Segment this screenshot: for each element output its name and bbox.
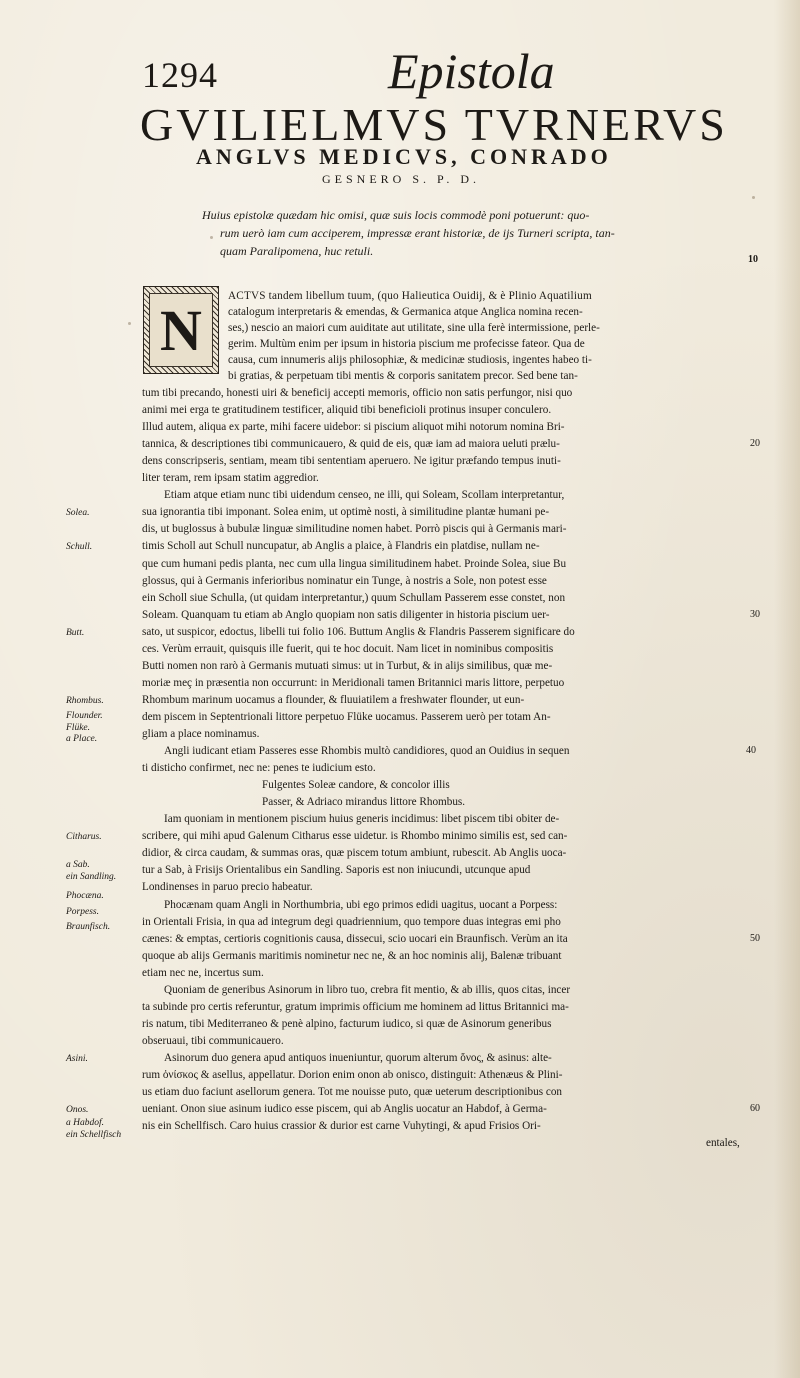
- body-line: obseruaui, tibi communicauero.: [142, 1034, 284, 1047]
- letter-title-line: ANGLVS MEDICVS, CONRADO: [196, 144, 612, 169]
- margin-note: ein Sandling.: [66, 872, 117, 883]
- body-line: didior, & circa caudam, & summas oras, quæ piscem totum ambiunt, rubescit. Ab Anglis uoca-: [142, 847, 567, 860]
- body-line: nis ein Schellfisch. Caro huius crassior & durior est carne Vuhytingi, & apud Frisios Ori-: [142, 1120, 541, 1133]
- body-line: Passer, & Adriaco mirandus littore Rhombus.: [262, 796, 466, 809]
- body-line: quoque ab alijs Germanis maritimis nominetur nec ne, & an hoc nominis alij, Balenæ tribuant: [142, 949, 562, 962]
- editor-note-line: Huius epistolæ quædam hic omisi, quæ suis locis commodè poni potuerunt: quo-: [202, 208, 590, 222]
- body-line: Londinenses in paruo precio habeatur.: [142, 881, 313, 894]
- body-line: Angli iudicant etiam Passeres esse Rhombis multò candidiores, quod an Ouidius in sequen: [164, 745, 570, 758]
- body-line: gerim. Multùm enim per ipsum in historia piscium me profecisse fateor. Qua de: [228, 338, 585, 350]
- body-line: timis Scholl aut Schull nuncupatur, ab Anglis a plaice, à Flandris ein platdise, nullam ne-: [142, 540, 540, 553]
- margin-note: Butt.: [66, 627, 85, 638]
- body-line: sato, ut suspicor, edoctus, libelli tui folio 106. Buttum Anglis & Flandris Passerem significare do: [142, 625, 575, 638]
- body-line: Asinorum duo genera apud antiquos inueniuntur, quorum alterum ὄνος, & asinus: alte-: [164, 1051, 552, 1064]
- margin-note: Flüke.: [66, 722, 91, 733]
- body-line: Butti nomen non rarò à Germanis mutuati simus: ut in Turbut, & in alijs similibus, quæ me-: [142, 659, 553, 672]
- body-line: Iam quoniam in mentionem piscium huius generis incidimus: libet piscem tibi obiter de-: [164, 813, 560, 826]
- body-line: ces. Verùm errauit, quisquis ille fuerit, qui te hoc docuit. Nam licet in nominibus compositis: [142, 642, 554, 655]
- body-line: tum tibi precando, honesti uiri & beneficij accepti memoris, officio non satis perfungor, nisi quo: [142, 387, 573, 399]
- body-line: dem piscem in Septentrionali littore perpetuo Flüke uocamus. Passerem uerò per totam An-: [142, 710, 551, 723]
- margin-note: Citharus.: [66, 832, 102, 843]
- line-number: 30: [750, 608, 760, 620]
- margin-note: a Place.: [66, 734, 98, 744]
- body-line: ACTVS tandem libellum tuum, (quo Halieutica Ouidij, & è Plinio Aquatilium: [228, 290, 592, 302]
- line-number: 50: [750, 932, 760, 944]
- margin-note: Flounder.: [66, 710, 103, 721]
- paper-speck: [752, 196, 755, 199]
- letter-author: GVILIELMVS TVRNERVS: [140, 99, 728, 150]
- body-line: us etiam duo faciunt asellorum genera. Tot me nouisse puto, quæ ueterum descriptionibus con: [142, 1086, 563, 1099]
- body-line: ta subinde pro certis referuntur, gratum imprimis officium me hominem ad littus Britannici ma-: [142, 1000, 569, 1013]
- paper-speck: [210, 236, 213, 239]
- body-line: animi mei erga te gratitudinem testificer, aliquid tibi beneficioli protinus insuper conculero.: [142, 404, 552, 417]
- body-line: Soleam. Quanquam tu etiam ab Anglo quopiam non satis diligenter in historia piscium uer-: [142, 608, 550, 621]
- page-header: [142, 42, 742, 99]
- margin-note: Phocæna.: [66, 891, 104, 902]
- body-line: etiam nec ne, incertus sum.: [142, 966, 264, 979]
- running-head: Epistola: [388, 43, 555, 99]
- body-line: Illud autem, aliqua ex parte, mihi facere uidebor: si piscium aliquot mihi notorum nomina Bri-: [142, 421, 565, 434]
- body-line: Quoniam de generibus Asinorum in libro tuo, crebra fit mentio, & ab illis, quos citas, incer: [164, 983, 571, 996]
- margin-note: Braunfisch.: [66, 921, 111, 932]
- body-line: ris natum, tibi Mediterraneo & penè alpino, facturum iudico, si quæ de Asinorum generibus: [142, 1017, 552, 1030]
- body-line: Fulgentes Soleæ candore, & concolor illis: [262, 779, 450, 792]
- line-number: 40: [746, 745, 756, 757]
- paper-speck: [128, 322, 131, 325]
- margin-note: Onos.: [66, 1105, 89, 1116]
- line-number: 20: [750, 438, 760, 450]
- body-line: entales,: [706, 1137, 740, 1150]
- margin-note: a Sab.: [66, 860, 90, 871]
- body-line: Phocænam quam Angli in Northumbria, ubi ego primos edidi uagitus, uocant a Porpess:: [164, 898, 558, 911]
- body-line: ti disticho confirmet, nec ne: penes te iudicium esto.: [142, 762, 376, 775]
- margin-note: Asini.: [66, 1053, 88, 1064]
- margin-note: Solea.: [66, 508, 90, 519]
- letter-body: [142, 288, 754, 1348]
- editor-note-line: quam Paralipomena, huc retuli.: [220, 244, 374, 258]
- body-line: in Orientali Frisia, in qua ad integrum degi quadriennium, quo tempore duas integras emi pho: [142, 915, 561, 928]
- body-line: scribere, qui mihi apud Galenum Citharus esse uidetur. is Rhombo minimo similis est, sed can-: [142, 830, 568, 843]
- editor-note: [202, 206, 742, 260]
- body-line: gliam a place nominamus.: [142, 728, 260, 740]
- page-edge-stain: [774, 0, 800, 1378]
- margin-note: Rhombus.: [66, 695, 104, 706]
- line-number: 60: [750, 1103, 760, 1115]
- body-line: cænes: & emptas, certioris cognitionis causa, dissecui, scio uocari ein Braunfisch. Verùm an ita: [142, 932, 568, 945]
- body-line: ueniant. Onon siue asinum iudico esse piscem, qui ab Anglis uocatur an Habdof, à Germa-: [142, 1103, 547, 1116]
- body-line: glossus, qui à Germanis inferioribus nominatur ein Tunge, à nostris a Sole, non potest esse: [142, 574, 547, 587]
- body-line: bi gratias, & perpetuam tibi mentis & corporis sanitatem precor. Sed bene tan-: [228, 370, 578, 382]
- body-line: liter teram, rem ipsam statim aggredior.: [142, 472, 319, 485]
- line-number: 10: [748, 254, 758, 265]
- body-line: dis, ut buglossus à bubulæ linguæ similitudine nomen habet. Porrò piscis qui à Germanis mari-: [142, 523, 567, 536]
- page-number: 1294: [142, 55, 218, 95]
- decorated-initial-letter: N: [160, 297, 202, 363]
- body-line: catalogum interpretaris & emendas, & Germanica atque Anglica nomina recen-: [228, 306, 583, 318]
- body-line: tannica, & descriptiones tibi communicauero, & quid de eis, quæ iam ad maiora ueluti prælu-: [142, 438, 560, 451]
- editor-note-line: rum uerò iam cum acciperem, impressæ erant historiæ, de ijs Turneri scripta, tan-: [220, 226, 615, 240]
- body-line: dens conscripseris, sentiam, meam tibi sententiam aperuero. Ne igitur præfando tempus inuti-: [142, 455, 561, 468]
- body-line: tur a Sab, à Frisijs Orientalibus ein Sandling. Saporis est non iniucundi, utcunque apud: [142, 864, 531, 877]
- body-line: Rhombum marinum uocamus a flounder, & fluuiatilem a freshwater flounder, ut eun-: [142, 693, 525, 706]
- body-line: ses,) nescio an maiori cum auiditate aut utilitate, sine ulla ferè intermissione, perle-: [228, 322, 600, 334]
- body-line: rum ὀνίσκος & asellus, appellatur. Dorion enim onon ab onisco, distinguit: Athenæus & Plini-: [142, 1069, 563, 1081]
- body-line: que cum humani pedis planta, nec cum ulla lingua similitudinem habet. Proinde Solea, siue Bu: [142, 557, 567, 570]
- body-line: sua ignorantia tibi imponant. Solea enim, ut optimè nosti, à similitudine plantæ humani pe-: [142, 506, 550, 519]
- margin-note: Schull.: [66, 542, 93, 553]
- body-line: moriæ meç in præsentia non occurrunt: in Meridionali tamen Britannici maris littore, perpetuo: [142, 676, 565, 689]
- letter-recipient: GESNERO S. P. D.: [322, 172, 481, 186]
- margin-note: a Habdof.: [66, 1118, 104, 1129]
- margin-note: Porpess.: [66, 906, 99, 917]
- body-line: ein Scholl siue Schulla, (ut quidam interpretantur,) quum Schullam Passerem esse constet, non: [142, 591, 566, 604]
- body-line: causa, cum innumeris alijs philosophiæ, & medicinæ studiosis, ingentes habeo ti-: [228, 354, 592, 366]
- margin-note: ein Schellfisch: [66, 1130, 122, 1141]
- body-line: Etiam atque etiam nunc tibi uidendum censeo, ne illi, qui Soleam, Scollam interpretantur,: [164, 489, 565, 502]
